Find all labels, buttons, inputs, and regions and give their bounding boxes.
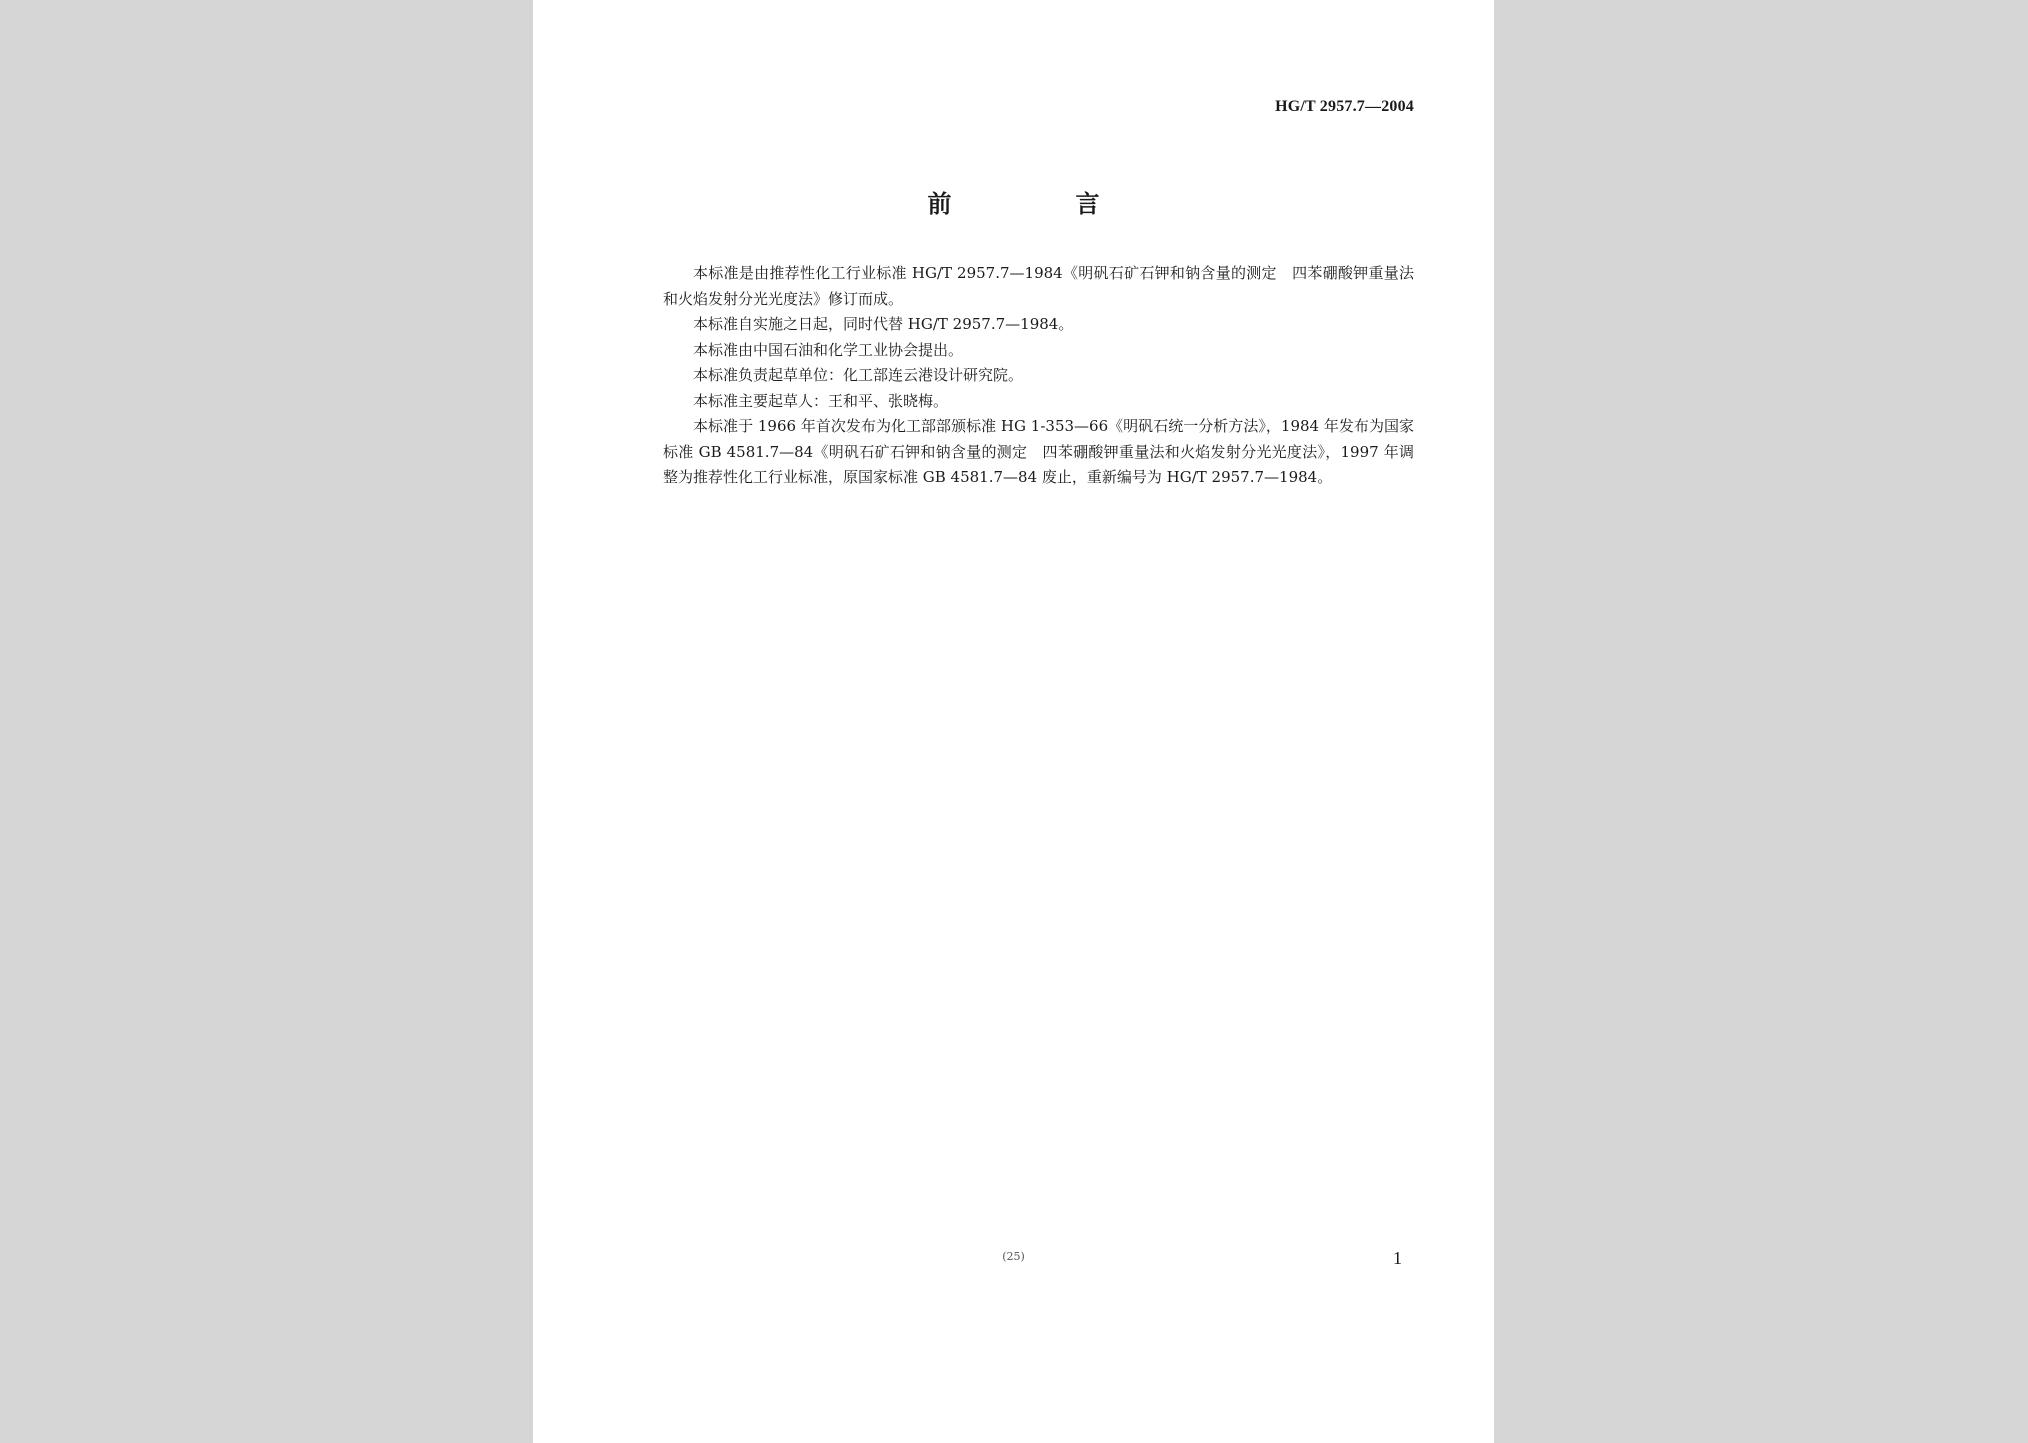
page-number: 1 (1393, 1248, 1402, 1268)
preface-body (663, 261, 1414, 491)
paragraph: 本标准自实施之日起，同时代替 HG/T 2957.7—1984。 (693, 315, 1074, 333)
standard-code: HG/T 2957.7—2004 (1275, 98, 1414, 115)
paragraph: 本标准是由推荐性化工行业标准 HG/T 2957.7—1984《明矾石矿石钾和钠含量的测定 四苯硼酸钾重量法和火焰发射分光光度法》修订而成。 (663, 264, 1414, 308)
page-title: 前 言 (927, 190, 1150, 218)
paragraph: 本标准主要起草人：王和平、张晓梅。 (693, 391, 949, 410)
paragraph: 本标准由中国石油和化学工业协会提出。 (693, 340, 964, 359)
paragraph: 本标准负责起草单位：化工部连云港设计研究院。 (693, 366, 1024, 384)
footer-mark: (25) (1002, 1250, 1025, 1263)
paragraph: 本标准于 1966 年首次发布为化工部部颁标准 HG 1-353—66《明矾石统一分析方法》，1984 年发布为国家标准 GB 4581.7—84《明矾石矿石钾和钠含量的测定 四苯硼酸钾重量法和火焰发射分光光度法》，1997 年调整为推荐性化工行业标准，原国家标准 GB 4581.7—84 废止，重新编号为 HG/T 2957.7—1984。 (663, 417, 1414, 486)
document-page (533, 0, 1494, 1443)
